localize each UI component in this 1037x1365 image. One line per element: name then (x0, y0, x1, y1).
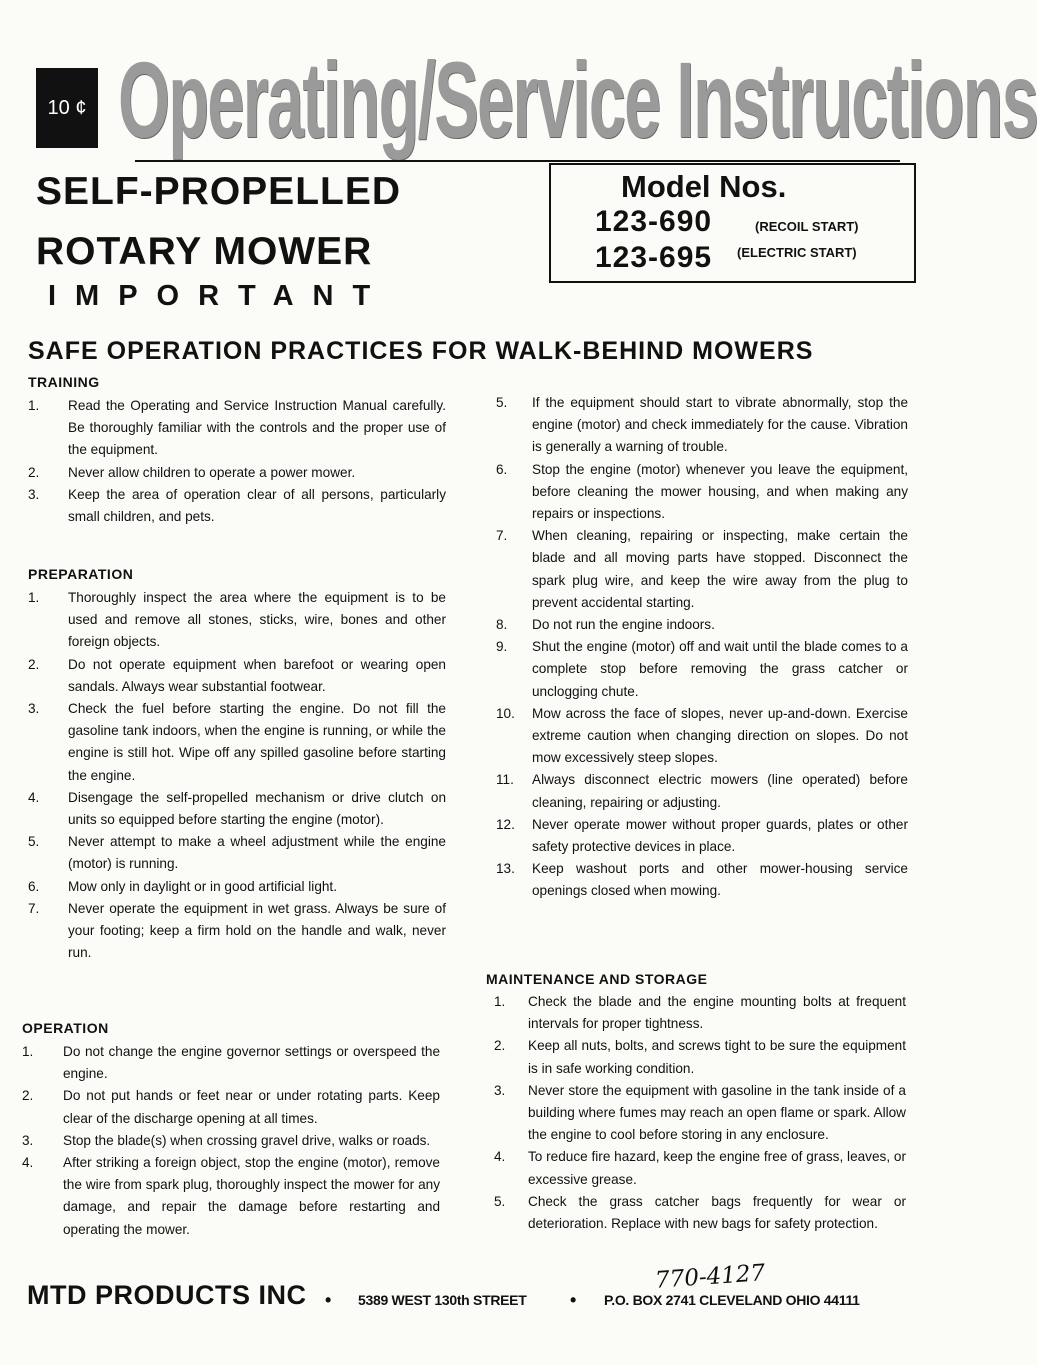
item-number: 1. (22, 1044, 34, 1059)
section-title-operation: OPERATION (22, 1020, 109, 1036)
item-text: Never store the equipment with gasoline in the tank inside of a building where fumes may reach an open flame or spark. Allow the engine to cool before storing in any enclosure. (528, 1082, 906, 1143)
important-label: IMPORTANT (48, 280, 390, 312)
list-item (496, 614, 908, 636)
list-item (28, 395, 446, 462)
item-text: Check the blade and the engine mounting bolts at frequent intervals for proper tightness. (528, 994, 906, 1032)
item-text: Keep the area of operation clear of all persons, particularly small children, and pets. (68, 486, 446, 525)
item-number: 2. (22, 1088, 34, 1104)
training-list (28, 395, 446, 528)
item-text: Read the Operating and Service Instruction Manual carefully. Be thoroughly familiar with the controls and the proper use of the equipment. (68, 398, 446, 458)
list-item (496, 525, 908, 614)
item-number: 9. (496, 639, 508, 655)
model-type: (RECOIL START) (755, 219, 859, 234)
item-number: 13. (496, 861, 515, 877)
section-title-training: TRAINING (28, 374, 100, 390)
bullet-separator: • (570, 1290, 577, 1310)
list-item (28, 876, 446, 898)
item-text: Do not run the engine indoors. (532, 617, 715, 633)
item-text: Always disconnect electric mowers (line operated) before cleaning, repairing or adjusting. (532, 772, 908, 810)
item-number: 4. (494, 1149, 506, 1165)
list-item (494, 1035, 906, 1079)
item-number: 3. (494, 1082, 506, 1098)
list-item (28, 898, 446, 965)
operation-list-continued (496, 392, 908, 903)
operation-list (22, 1041, 440, 1241)
list-item (494, 1080, 906, 1147)
preparation-list (28, 587, 446, 964)
price-badge: 10 ¢ (36, 68, 98, 148)
model-numbers-box (549, 163, 916, 283)
list-item (22, 1041, 440, 1085)
list-item (494, 991, 906, 1035)
model-type: (ELECTRIC START) (737, 245, 857, 260)
item-text: Disengage the self-propelled mechanism or drive clutch on units so equipped before starting the engine (motor). (68, 789, 446, 828)
item-text: Never attempt to make a wheel adjustment while the engine (motor) is running. (68, 834, 446, 872)
bullet-separator: • (325, 1290, 332, 1310)
item-text: Do not change the engine governor settings or overspeed the engine. (63, 1044, 440, 1082)
list-item (28, 587, 446, 654)
list-item (28, 698, 446, 787)
list-item (28, 831, 446, 875)
item-number: 4. (22, 1155, 34, 1171)
item-text: Check the grass catcher bags frequently for wear or deterioration. Replace with new bags for safety protection. (528, 1193, 906, 1232)
list-item (496, 636, 908, 703)
list-item (28, 484, 446, 528)
maintenance-list (494, 991, 906, 1235)
list-item (496, 769, 908, 813)
item-number: 6. (496, 461, 508, 477)
item-number: 12. (496, 816, 515, 832)
list-item (496, 703, 908, 770)
item-text: Do not put hands or feet near or under rotating parts. Keep clear of the discharge opening at all times. (63, 1088, 440, 1126)
item-text: If the equipment should start to vibrate abnormally, stop the engine (motor) and check immediately for the cause. Vibration is generally a warning of trouble. (532, 395, 908, 455)
section-title-preparation: PREPARATION (28, 566, 134, 582)
handwritten-note: 770-4127 (654, 1260, 766, 1294)
item-text: Keep all nuts, bolts, and screws tight to be sure the equipment is in safe working condition. (528, 1038, 906, 1076)
item-text: Never operate the equipment in wet grass. Always be sure of your footing; keep a firm hold on the handle and walk, never run. (68, 900, 446, 961)
item-number: 2. (494, 1038, 506, 1054)
item-number: 3. (28, 486, 40, 502)
item-number: 5. (496, 395, 508, 410)
item-text: Shut the engine (motor) off and wait until the blade comes to a complete stop before removing the grass catcher or unclogging chute. (532, 639, 908, 699)
item-number: 3. (22, 1132, 34, 1148)
list-item (494, 1146, 906, 1190)
model-number: 123-695 (595, 241, 713, 274)
item-number: 5. (28, 834, 40, 850)
list-item (22, 1130, 440, 1152)
list-item (496, 814, 908, 858)
item-text: Mow across the face of slopes, never up-and-down. Exercise extreme caution when changing direction on slopes. Do not mow excessively steep slopes. (532, 705, 908, 766)
list-item (22, 1085, 440, 1129)
item-text: When cleaning, repairing or inspecting, make certain the blade and all moving parts have stopped. Disconnect the spark plug wire, and keep the wire away from the plug to prevent accidental starting. (532, 528, 908, 610)
banner-title: Operating/Service Instructions (118, 39, 1037, 160)
item-number: 10. (496, 705, 515, 721)
banner-divider (135, 160, 900, 162)
main-heading: SAFE OPERATION PRACTICES FOR WALK-BEHIND MOWERS (28, 337, 814, 365)
item-number: 1. (28, 590, 40, 605)
item-number: 11. (496, 772, 514, 788)
product-line-1: SELF-PROPELLED (36, 170, 402, 213)
list-item (22, 1152, 440, 1241)
company-name: MTD PRODUCTS INC (27, 1280, 307, 1310)
item-text: Stop the engine (motor) whenever you leave the equipment, before cleaning the mower housing, and when making any repairs or inspections. (532, 461, 908, 522)
list-item (28, 787, 446, 831)
item-number: 7. (496, 528, 508, 544)
list-item (496, 459, 908, 526)
item-text: Thoroughly inspect the area where the equipment is to be used and remove all stones, sticks, wire, bones and other foreign objects. (68, 590, 446, 650)
item-text: Keep washout ports and other mower-housing service openings closed when mowing. (532, 861, 908, 899)
model-number: 123-690 (595, 205, 713, 238)
item-number: 5. (494, 1193, 506, 1209)
section-title-maintenance: MAINTENANCE AND STORAGE (486, 971, 708, 987)
list-item (28, 462, 446, 484)
po-box-address: P.O. BOX 2741 CLEVELAND OHIO 44111 (604, 1292, 860, 1308)
list-item (496, 392, 908, 459)
item-text: Mow only in daylight or in good artificial light. (68, 878, 337, 894)
item-text: Never operate mower without proper guards, plates or other safety protective devices in place. (532, 816, 908, 855)
product-line-2: ROTARY MOWER (36, 230, 373, 273)
item-text: To reduce fire hazard, keep the engine free of grass, leaves, or excessive grease. (528, 1149, 906, 1187)
street-address: 5389 WEST 130th STREET (358, 1292, 527, 1308)
item-number: 7. (28, 900, 40, 916)
item-number: 2. (28, 464, 40, 480)
item-number: 3. (28, 701, 40, 717)
list-item (496, 858, 908, 902)
item-text: Stop the blade(s) when crossing gravel drive, walks or roads. (63, 1132, 431, 1148)
item-text: Never allow children to operate a power mower. (68, 464, 356, 480)
list-item (28, 654, 446, 698)
item-number: 6. (28, 878, 40, 894)
item-text: Check the fuel before starting the engine. Do not fill the gasoline tank indoors, when the engine is running, or while the engine is still hot. Wipe off any spilled gasoline before starting the engine. (68, 701, 446, 783)
item-number: 1. (494, 994, 506, 1009)
item-number: 4. (28, 789, 40, 805)
item-text: After striking a foreign object, stop the engine (motor), remove the wire from spark plug, thoroughly inspect the mower for any damage, and repair the damage before restarting and operating the mower. (63, 1155, 440, 1237)
item-number: 8. (496, 617, 508, 633)
item-number: 2. (28, 656, 40, 672)
item-text: Do not operate equipment when barefoot or wearing open sandals. Always wear substantial footwear. (68, 656, 446, 694)
list-item (494, 1191, 906, 1235)
item-number: 1. (28, 398, 40, 413)
model-title: Model Nos. (621, 169, 787, 204)
